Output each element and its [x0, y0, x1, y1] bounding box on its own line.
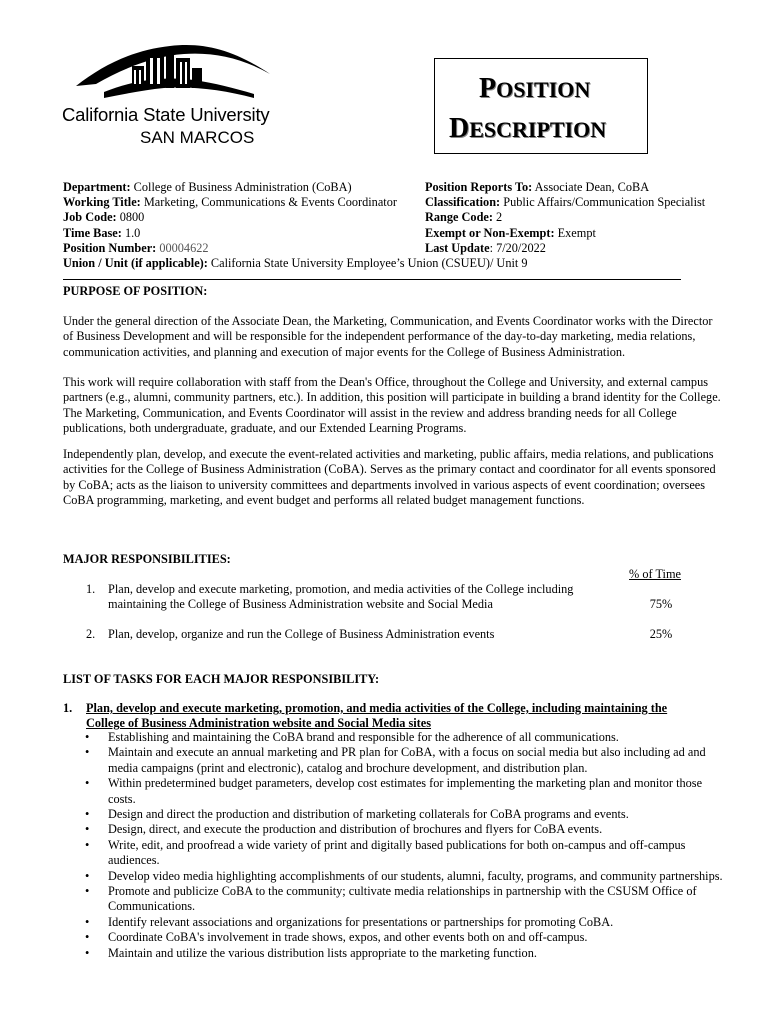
title-line-1: POSITION — [479, 73, 591, 104]
list-item: • Identify relevant associations and organizations for presentations or partnerships for promoting CoBA. — [85, 915, 725, 930]
position-info-right — [425, 180, 705, 256]
list-item: • Develop video media highlighting accomplishments of our students, alumni, faculty, programs, and community partnerships. — [85, 869, 725, 884]
purpose-paragraph-2: This work will require collaboration with staff from the Dean's Office, throughout the College and University, and external campus partners (e.g., alumni, community partners, etc.). In addition, this position will participate in building a brand identity for the College. The Marketing, Communication, and Events Coordinator will assist in the review and address branding needs for all College publications, both undergraduate, graduate, and our Extended Learning Programs. — [63, 375, 721, 436]
responsibility-2-num: 2. — [86, 627, 96, 641]
task-bullet-list — [85, 730, 725, 961]
logo-university-name: California State University — [62, 104, 270, 125]
csusm-logo — [60, 36, 280, 152]
list-item: • Write, edit, and proofread a wide variety of print and digitally based publications for both on-campus and off-campus audiences. — [85, 838, 725, 869]
list-item: • Design, direct, and execute the production and distribution of brochures and flyers for CoBA events. — [85, 822, 725, 837]
responsibility-1-text: Plan, develop and execute marketing, promotion, and media activities of the College including maintaining the College of Business Administration website and Social Media — [108, 582, 574, 612]
list-item: • Promote and publicize CoBA to the community; cultivate media relationships in partnership with the CSUSM Office of Communications. — [85, 884, 725, 915]
info-range-code: Range Code: 2 — [425, 210, 503, 225]
list-item: • Within predetermined budget parameters, develop cost estimates for implementing the marketing plan and monitor those costs. — [85, 776, 725, 807]
purpose-paragraph-1: Under the general direction of the Associate Dean, the Marketing, Communication, and Events Coordinator works with the Director of Business Development and will be responsible for the independent performance of the day-to-day marketing, media relations, communication activities, and planning and execution of major events for the College of Business Administration. — [63, 314, 713, 359]
info-department: Department: College of Business Administration (CoBA) — [63, 180, 352, 194]
percent-time-header: % of Time — [629, 567, 681, 581]
title-line-2: DESCRIPTION — [449, 113, 607, 144]
list-item: • Maintain and utilize the various distribution lists appropriate to the marketing function. — [85, 946, 725, 961]
info-position-number: Position Number: 00004622 — [63, 240, 209, 255]
info-last-update: Last Update: 7/20/2022 — [425, 240, 546, 255]
responsibility-2-pct: 25% — [649, 627, 673, 641]
list-item: • Design and direct the production and distribution of marketing collaterals for CoBA programs and events. — [85, 807, 725, 822]
purpose-paragraph-3: Independently plan, develop, and execute the event-related activities and marketing, public affairs, media relations, and publications activities for the College of Business Administration (CoBA). Serves as the primary contact and coordinator for all events sponsored by CoBA; acts as the liaison to university committees and departments involved in various aspects of event coordination; oversees CoBA programming, marketing, and event budget and performs all related budget management functions. — [63, 447, 716, 508]
info-working-title: Working Title: Marketing, Communications & Events Coordinator — [63, 195, 397, 210]
divider — [63, 279, 681, 280]
responsibility-2-text: Plan, develop, organize and run the College of Business Administration events — [108, 627, 495, 641]
logo-campus-name: SAN MARCOS — [140, 128, 255, 147]
info-reports-to: Position Reports To: Associate Dean, CoBA — [425, 180, 650, 194]
position-info-left — [63, 180, 397, 256]
task-list-heading: LIST OF TASKS FOR EACH MAJOR RESPONSIBILITY: — [63, 672, 380, 686]
info-job-code: Job Code: 0800 — [63, 210, 145, 225]
info-time-base: Time Base: 1.0 — [63, 225, 141, 240]
info-exempt: Exempt or Non-Exempt: Exempt — [425, 225, 596, 240]
position-description-title-box — [434, 58, 648, 154]
info-union: Union / Unit (if applicable): California State University Employee’s Union (CSUEU)/ Unit 9 — [63, 256, 528, 270]
list-item: • Maintain and execute an annual marketing and PR plan for CoBA, with a focus on social media but also including ad and media campaigns (print and electronic), catalog and brochure development, and distribution plan. — [85, 745, 725, 776]
info-classification: Classification: Public Affairs/Communication Specialist — [425, 195, 706, 210]
responsibility-1-pct: 75% — [649, 597, 673, 611]
mountain-campus-icon — [74, 36, 274, 102]
list-item: • Coordinate CoBA's involvement in trade shows, expos, and other events both on and off-campus. — [85, 930, 725, 945]
list-item: • Establishing and maintaining the CoBA brand and responsible for the adherence of all communications. — [85, 730, 725, 745]
purpose-heading: PURPOSE OF POSITION: — [63, 284, 208, 298]
responsibility-1-num: 1. — [86, 582, 96, 596]
major-responsibilities-heading: MAJOR RESPONSIBILITIES: — [63, 552, 231, 566]
task-section-1-title: 1. Plan, develop and execute marketing, promotion, and media activities of the College, including maintaining the College of Business Administration website and Social Media sites — [63, 701, 668, 731]
